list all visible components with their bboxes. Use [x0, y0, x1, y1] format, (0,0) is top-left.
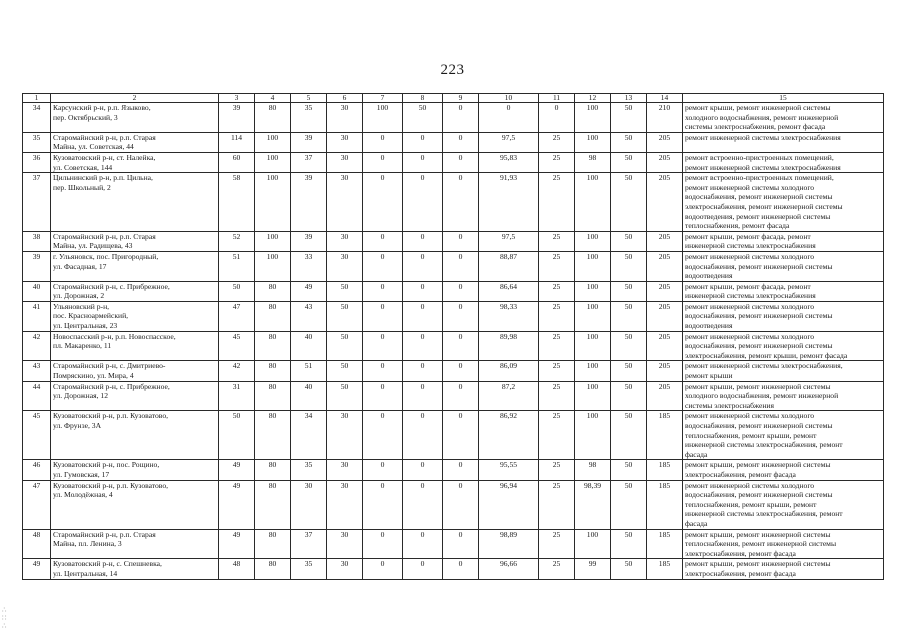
value-c4: 100 [255, 231, 291, 251]
value-c5: 34 [291, 411, 327, 460]
header-col-5: 5 [291, 94, 327, 103]
header-col-8: 8 [403, 94, 443, 103]
value-c9: 0 [443, 529, 479, 559]
value-c10: 95,55 [479, 460, 539, 480]
value-c3: 49 [219, 460, 255, 480]
value-c13: 50 [611, 361, 647, 381]
value-c3: 50 [219, 411, 255, 460]
value-c8: 0 [403, 529, 443, 559]
work-types-cell: ремонт встроенно-пристроенных помещений, ремонт инженерной системы электроснабжения [683, 152, 884, 172]
value-c12: 99 [575, 559, 611, 579]
value-c12: 98 [575, 152, 611, 172]
row-number: 48 [23, 529, 51, 559]
value-c12: 100 [575, 251, 611, 281]
address-cell: Карсунский р-н, р.п. Языково, пер. Октябрьский, 3 [51, 103, 219, 133]
row-number: 37 [23, 173, 51, 232]
value-c7: 0 [363, 381, 403, 411]
value-c4: 80 [255, 103, 291, 133]
value-c8: 0 [403, 132, 443, 152]
value-c10: 98,33 [479, 301, 539, 331]
header-col-9: 9 [443, 94, 479, 103]
table-row [23, 331, 884, 361]
value-c8: 0 [403, 480, 443, 529]
value-c4: 80 [255, 281, 291, 301]
value-c7: 0 [363, 301, 403, 331]
value-c4: 100 [255, 132, 291, 152]
value-c12: 100 [575, 132, 611, 152]
value-c6: 30 [327, 173, 363, 232]
row-number: 49 [23, 559, 51, 579]
value-c5: 35 [291, 559, 327, 579]
value-c9: 0 [443, 103, 479, 133]
value-c4: 80 [255, 529, 291, 559]
value-c6: 30 [327, 152, 363, 172]
value-c8: 0 [403, 173, 443, 232]
table-row [23, 173, 884, 232]
value-c5: 39 [291, 132, 327, 152]
value-c10: 89,98 [479, 331, 539, 361]
value-c6: 50 [327, 381, 363, 411]
repair-program-table [22, 93, 884, 580]
table-row [23, 361, 884, 381]
value-c8: 0 [403, 381, 443, 411]
header-col-13: 13 [611, 94, 647, 103]
address-cell: Кузоватовский р-н, с. Спешневка, ул. Центральная, 14 [51, 559, 219, 579]
value-c11: 25 [539, 529, 575, 559]
row-number: 45 [23, 411, 51, 460]
value-c7: 100 [363, 103, 403, 133]
address-cell: Кузоватовский р-н, ст. Налейка, ул. Советская, 144 [51, 152, 219, 172]
value-c14: 185 [647, 529, 683, 559]
value-c5: 51 [291, 361, 327, 381]
value-c10: 87,2 [479, 381, 539, 411]
value-c5: 33 [291, 251, 327, 281]
work-types-cell: ремонт крыши, ремонт фасада, ремонт инженерной системы электроснабжения [683, 231, 884, 251]
row-number: 42 [23, 331, 51, 361]
value-c14: 185 [647, 411, 683, 460]
value-c6: 50 [327, 331, 363, 361]
work-types-cell: ремонт крыши, ремонт инженерной системы холодного водоснабжения, ремонт инженерной системы электроснабжения [683, 381, 884, 411]
value-c7: 0 [363, 411, 403, 460]
value-c13: 50 [611, 251, 647, 281]
header-col-6: 6 [327, 94, 363, 103]
value-c5: 39 [291, 173, 327, 232]
row-number: 41 [23, 301, 51, 331]
header-col-11: 11 [539, 94, 575, 103]
value-c11: 25 [539, 301, 575, 331]
value-c5: 39 [291, 231, 327, 251]
value-c4: 80 [255, 460, 291, 480]
address-cell: Кузоватовский р-н, р.п. Кузоватово, ул. Фрунзе, 3А [51, 411, 219, 460]
value-c9: 0 [443, 301, 479, 331]
value-c14: 210 [647, 103, 683, 133]
address-cell: Старомайнский р-н, р.п. Старая Майна, пл. Ленина, 3 [51, 529, 219, 559]
value-c14: 185 [647, 460, 683, 480]
header-col-1: 1 [23, 94, 51, 103]
value-c8: 0 [403, 251, 443, 281]
value-c11: 25 [539, 173, 575, 232]
table-row [23, 231, 884, 251]
value-c9: 0 [443, 173, 479, 232]
value-c4: 80 [255, 331, 291, 361]
value-c4: 80 [255, 381, 291, 411]
row-number: 43 [23, 361, 51, 381]
value-c10: 86,92 [479, 411, 539, 460]
value-c14: 205 [647, 361, 683, 381]
header-col-15: 15 [683, 94, 884, 103]
value-c12: 100 [575, 331, 611, 361]
value-c5: 37 [291, 152, 327, 172]
value-c13: 50 [611, 132, 647, 152]
value-c11: 25 [539, 331, 575, 361]
value-c8: 0 [403, 231, 443, 251]
work-types-cell: ремонт крыши, ремонт инженерной системы теплоснабжения, ремонт инженерной системы электроснабжения, ремонт фасада [683, 529, 884, 559]
address-cell: Новоспасский р-н, р.п. Новоспасское, пл. Макаренко, 11 [51, 331, 219, 361]
value-c8: 0 [403, 559, 443, 579]
value-c13: 50 [611, 381, 647, 411]
value-c13: 50 [611, 152, 647, 172]
value-c3: 58 [219, 173, 255, 232]
value-c13: 50 [611, 480, 647, 529]
address-cell: Кузоватовский р-н, пос. Рощино, ул. Гумовская, 17 [51, 460, 219, 480]
value-c10: 88,87 [479, 251, 539, 281]
work-types-cell: ремонт крыши, ремонт инженерной системы электроснабжения, ремонт фасада [683, 460, 884, 480]
value-c7: 0 [363, 152, 403, 172]
value-c5: 30 [291, 480, 327, 529]
value-c3: 52 [219, 231, 255, 251]
value-c13: 50 [611, 331, 647, 361]
address-cell: г. Ульяновск, пос. Пригородный, ул. Фасадная, 17 [51, 251, 219, 281]
value-c10: 96,94 [479, 480, 539, 529]
value-c7: 0 [363, 480, 403, 529]
value-c14: 205 [647, 301, 683, 331]
value-c6: 30 [327, 251, 363, 281]
value-c8: 0 [403, 301, 443, 331]
table-row [23, 281, 884, 301]
work-types-cell: ремонт инженерной системы холодного водоснабжения, ремонт инженерной системы теплоснабжения, ремонт крыши, ремонт инженерной системы электроснабжения, ремонт фасада [683, 480, 884, 529]
work-types-cell: ремонт инженерной системы холодного водоснабжения, ремонт инженерной системы водоотведения [683, 251, 884, 281]
value-c10: 91,93 [479, 173, 539, 232]
row-number: 39 [23, 251, 51, 281]
value-c12: 100 [575, 411, 611, 460]
value-c10: 96,66 [479, 559, 539, 579]
value-c13: 50 [611, 173, 647, 232]
work-types-cell: ремонт крыши, ремонт фасада, ремонт инженерной системы электроснабжения [683, 281, 884, 301]
value-c6: 30 [327, 411, 363, 460]
value-c12: 100 [575, 281, 611, 301]
value-c14: 205 [647, 381, 683, 411]
row-number: 46 [23, 460, 51, 480]
row-number: 47 [23, 480, 51, 529]
value-c8: 0 [403, 331, 443, 361]
work-types-cell: ремонт крыши, ремонт инженерной системы электроснабжения, ремонт фасада [683, 559, 884, 579]
value-c14: 185 [647, 480, 683, 529]
address-cell: Цильнинский р-н, р.п. Цильна, пер. Школьный, 2 [51, 173, 219, 232]
value-c13: 50 [611, 460, 647, 480]
value-c13: 50 [611, 411, 647, 460]
value-c3: 45 [219, 331, 255, 361]
value-c11: 25 [539, 361, 575, 381]
value-c7: 0 [363, 173, 403, 232]
value-c9: 0 [443, 231, 479, 251]
work-types-cell: ремонт инженерной системы электроснабжения, ремонт крыши [683, 361, 884, 381]
value-c9: 0 [443, 460, 479, 480]
row-number: 40 [23, 281, 51, 301]
address-cell: Старомайнский р-н, с. Прибрежное, ул. Дорожная, 12 [51, 381, 219, 411]
address-cell: Ульяновский р-н, пос. Красноармейский, ул. Центральная, 23 [51, 301, 219, 331]
value-c11: 25 [539, 480, 575, 529]
value-c12: 100 [575, 103, 611, 133]
value-c9: 0 [443, 411, 479, 460]
value-c6: 50 [327, 301, 363, 331]
value-c6: 50 [327, 281, 363, 301]
address-cell: Кузоватовский р-н, р.п. Кузоватово, ул. Молодёжная, 4 [51, 480, 219, 529]
value-c9: 0 [443, 152, 479, 172]
value-c9: 0 [443, 480, 479, 529]
value-c8: 0 [403, 460, 443, 480]
value-c13: 50 [611, 281, 647, 301]
value-c8: 0 [403, 411, 443, 460]
value-c6: 30 [327, 480, 363, 529]
value-c14: 205 [647, 132, 683, 152]
table-row [23, 152, 884, 172]
value-c9: 0 [443, 281, 479, 301]
value-c5: 40 [291, 381, 327, 411]
value-c7: 0 [363, 529, 403, 559]
header-col-2: 2 [51, 94, 219, 103]
value-c9: 0 [443, 331, 479, 361]
value-c13: 50 [611, 103, 647, 133]
address-cell: Старомайнский р-н, р.п. Старая Майна, ул. Советская, 44 [51, 132, 219, 152]
header-col-4: 4 [255, 94, 291, 103]
value-c6: 30 [327, 103, 363, 133]
value-c11: 25 [539, 152, 575, 172]
value-c12: 98,39 [575, 480, 611, 529]
value-c11: 25 [539, 231, 575, 251]
header-number-row [23, 94, 884, 103]
value-c11: 25 [539, 132, 575, 152]
value-c9: 0 [443, 132, 479, 152]
value-c4: 80 [255, 559, 291, 579]
value-c3: 60 [219, 152, 255, 172]
value-c6: 30 [327, 529, 363, 559]
value-c12: 100 [575, 231, 611, 251]
work-types-cell: ремонт инженерной системы холодного водоснабжения, ремонт инженерной системы электроснабжения, ремонт крыши, ремонт фасада [683, 331, 884, 361]
value-c11: 25 [539, 411, 575, 460]
value-c4: 100 [255, 173, 291, 232]
value-c12: 100 [575, 173, 611, 232]
work-types-cell: ремонт инженерной системы электроснабжения [683, 132, 884, 152]
value-c10: 0 [479, 103, 539, 133]
value-c3: 51 [219, 251, 255, 281]
value-c13: 50 [611, 529, 647, 559]
value-c5: 35 [291, 103, 327, 133]
value-c5: 40 [291, 331, 327, 361]
value-c7: 0 [363, 251, 403, 281]
value-c13: 50 [611, 231, 647, 251]
header-col-3: 3 [219, 94, 255, 103]
table-row [23, 381, 884, 411]
value-c10: 98,89 [479, 529, 539, 559]
address-cell: Старомайнский р-н, р.п. Старая Майна, ул. Радищева, 43 [51, 231, 219, 251]
value-c7: 0 [363, 231, 403, 251]
value-c11: 25 [539, 559, 575, 579]
value-c10: 97,5 [479, 132, 539, 152]
table-row [23, 251, 884, 281]
value-c8: 0 [403, 152, 443, 172]
work-types-cell: ремонт крыши, ремонт инженерной системы холодного водоснабжения, ремонт инженерной системы электроснабжения, ремонт фасада [683, 103, 884, 133]
value-c10: 97,5 [479, 231, 539, 251]
value-c3: 48 [219, 559, 255, 579]
value-c3: 31 [219, 381, 255, 411]
row-number: 34 [23, 103, 51, 133]
value-c10: 86,09 [479, 361, 539, 381]
value-c12: 100 [575, 361, 611, 381]
value-c11: 0 [539, 103, 575, 133]
row-number: 38 [23, 231, 51, 251]
value-c9: 0 [443, 251, 479, 281]
value-c6: 50 [327, 361, 363, 381]
header-col-12: 12 [575, 94, 611, 103]
value-c7: 0 [363, 361, 403, 381]
value-c12: 100 [575, 301, 611, 331]
address-cell: Старомайнский р-н, с. Прибрежное, ул. Дорожная, 2 [51, 281, 219, 301]
value-c5: 43 [291, 301, 327, 331]
value-c12: 100 [575, 529, 611, 559]
row-number: 36 [23, 152, 51, 172]
value-c6: 30 [327, 460, 363, 480]
work-types-cell: ремонт встроенно-пристроенных помещений, ремонт инженерной системы холодного водоснабжения, ремонт инженерной системы электроснабжения, ремонт инженерной системы водоотведения, ремонт инженерной системы теплоснабжения, ремонт фасада [683, 173, 884, 232]
value-c10: 95,83 [479, 152, 539, 172]
margin-smudge: ∴ ∷ ∴ [2, 606, 7, 630]
value-c5: 35 [291, 460, 327, 480]
value-c3: 49 [219, 529, 255, 559]
table-row [23, 411, 884, 460]
value-c4: 100 [255, 152, 291, 172]
value-c8: 50 [403, 103, 443, 133]
value-c10: 86,64 [479, 281, 539, 301]
value-c4: 80 [255, 411, 291, 460]
table-row [23, 103, 884, 133]
value-c3: 50 [219, 281, 255, 301]
value-c4: 100 [255, 251, 291, 281]
value-c4: 80 [255, 361, 291, 381]
value-c7: 0 [363, 331, 403, 361]
value-c14: 185 [647, 559, 683, 579]
value-c12: 100 [575, 381, 611, 411]
value-c11: 25 [539, 281, 575, 301]
value-c5: 49 [291, 281, 327, 301]
value-c6: 30 [327, 132, 363, 152]
table-row [23, 559, 884, 579]
page-number: 223 [440, 62, 465, 78]
value-c4: 80 [255, 480, 291, 529]
value-c11: 25 [539, 381, 575, 411]
work-types-cell: ремонт инженерной системы холодного водоснабжения, ремонт инженерной системы водоотведения [683, 301, 884, 331]
value-c12: 98 [575, 460, 611, 480]
value-c9: 0 [443, 559, 479, 579]
value-c14: 205 [647, 251, 683, 281]
value-c8: 0 [403, 361, 443, 381]
value-c3: 42 [219, 361, 255, 381]
value-c7: 0 [363, 132, 403, 152]
table-row [23, 132, 884, 152]
value-c13: 50 [611, 301, 647, 331]
value-c14: 205 [647, 152, 683, 172]
row-number: 35 [23, 132, 51, 152]
value-c11: 25 [539, 460, 575, 480]
value-c13: 50 [611, 559, 647, 579]
value-c9: 0 [443, 361, 479, 381]
value-c6: 30 [327, 231, 363, 251]
header-col-14: 14 [647, 94, 683, 103]
row-number: 44 [23, 381, 51, 411]
table-row [23, 301, 884, 331]
value-c3: 114 [219, 132, 255, 152]
value-c9: 0 [443, 381, 479, 411]
value-c7: 0 [363, 460, 403, 480]
table-row [23, 529, 884, 559]
value-c14: 205 [647, 231, 683, 251]
value-c4: 80 [255, 301, 291, 331]
value-c5: 37 [291, 529, 327, 559]
work-types-cell: ремонт инженерной системы холодного водоснабжения, ремонт инженерной системы теплоснабжения, ремонт крыши, ремонт инженерной системы электроснабжения, ремонт фасада [683, 411, 884, 460]
value-c11: 25 [539, 251, 575, 281]
value-c14: 205 [647, 173, 683, 232]
address-cell: Старомайнский р-н, с. Дмитриево- Помряскино, ул. Мира, 4 [51, 361, 219, 381]
table-row [23, 460, 884, 480]
value-c14: 205 [647, 331, 683, 361]
header-col-10: 10 [479, 94, 539, 103]
value-c3: 49 [219, 480, 255, 529]
header-col-7: 7 [363, 94, 403, 103]
value-c14: 205 [647, 281, 683, 301]
value-c7: 0 [363, 281, 403, 301]
value-c3: 39 [219, 103, 255, 133]
value-c6: 30 [327, 559, 363, 579]
table-row [23, 480, 884, 529]
value-c3: 47 [219, 301, 255, 331]
value-c7: 0 [363, 559, 403, 579]
value-c8: 0 [403, 281, 443, 301]
